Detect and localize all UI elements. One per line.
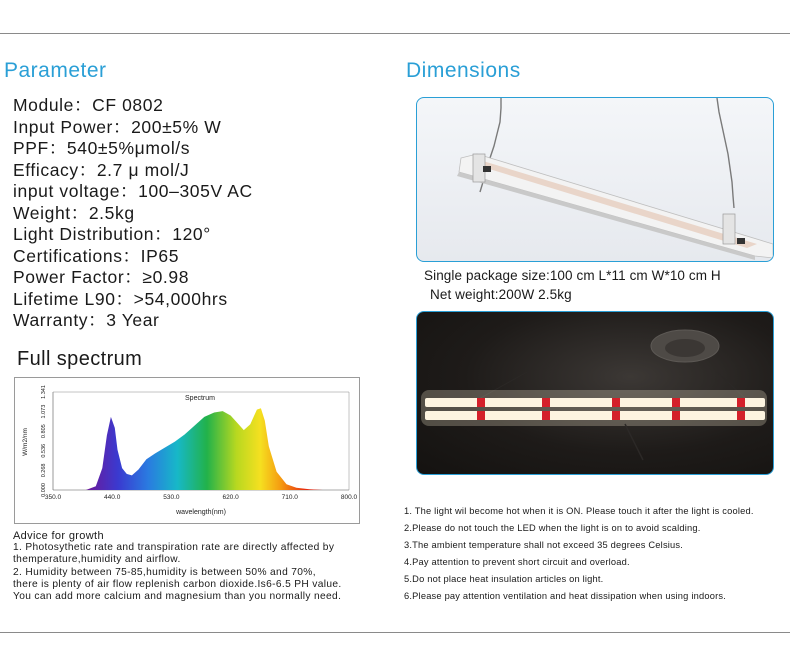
advice-line: themperature,humidity and airflow. <box>13 554 181 566</box>
param-certifications: Certifications：IP65 <box>13 245 180 266</box>
note-item: 3.The ambient temperature shall not exceed 35 degrees Celsius. <box>404 539 684 550</box>
x-tick-label: 440.0 <box>104 494 121 501</box>
light-bar <box>425 398 765 407</box>
red-led <box>672 398 680 407</box>
red-led <box>737 411 745 420</box>
bracket-right <box>723 214 735 244</box>
chart-title: Spectrum <box>185 395 215 402</box>
red-led <box>542 411 550 420</box>
red-led <box>612 398 620 407</box>
note-item: 2.Please do not touch the LED when the light is on to avoid scalding. <box>404 522 701 533</box>
note-item: 6.Please pay attention ventilation and heat dissipation when using indoors. <box>404 590 727 601</box>
param-weight: Weight：2.5kg <box>13 202 135 223</box>
advice-line: 1. Photosythetic rate and transpiration rate are directly affected by <box>13 542 335 554</box>
x-axis-label: wavelength(nm) <box>176 509 226 516</box>
spectrum-chart-frame <box>14 377 360 524</box>
dimensions-heading: Dimensions <box>406 59 521 82</box>
y-tick-label: 0.268 <box>41 463 47 478</box>
led-strip <box>473 161 757 248</box>
y-tick-label: 0.536 <box>41 443 47 458</box>
lit-fixture-image <box>417 312 773 474</box>
parameter-heading: Parameter <box>4 59 107 82</box>
note-item: 5.Do not place heat insulation articles on light. <box>404 573 604 584</box>
driver-knob <box>483 166 491 172</box>
driver-knob <box>737 238 745 244</box>
full-spectrum-heading: Full spectrum <box>17 348 143 370</box>
advice-title: Advice for growth <box>13 530 104 542</box>
spectrum-area <box>53 408 349 490</box>
bottom-divider <box>0 632 790 633</box>
y-tick-label: 1.341 <box>41 385 47 399</box>
product-photo-lit <box>416 311 774 475</box>
param-lifetime: Lifetime L90：>54,000hrs <box>13 288 228 309</box>
growth-advice <box>13 530 342 603</box>
advice-line: You can add more calcium and magnesium than you normally need. <box>13 591 342 603</box>
hanging-fixture-image <box>417 98 773 261</box>
x-tick-label: 350.0 <box>44 494 62 501</box>
note-item: 4.Pay attention to prevent short circuit and overload. <box>404 556 630 567</box>
parameter-list <box>13 95 253 332</box>
x-tick-label: 620.0 <box>222 494 239 501</box>
net-weight-text: Net weight:200W 2.5kg <box>430 287 572 302</box>
param-power-factor: Power Factor：≥0.98 <box>13 267 190 287</box>
red-led <box>612 411 620 420</box>
red-led <box>672 411 680 420</box>
x-tick-label: 800.0 <box>340 494 358 501</box>
safety-notes <box>404 503 754 604</box>
x-tick-label: 710.0 <box>281 494 298 501</box>
package-size-text: Single package size:100 cm L*11 cm W*10 cm H <box>424 268 721 283</box>
param-light-distribution: Light Distribution：120° <box>13 224 211 244</box>
red-led <box>477 398 485 407</box>
chain-right <box>717 98 734 208</box>
red-led <box>477 411 485 420</box>
param-ppf: PPF：540±5%μmol/s <box>13 138 191 158</box>
param-warranty: Warranty：3 Year <box>13 310 160 330</box>
light-glow <box>421 390 767 426</box>
support-line <box>625 424 643 460</box>
product-photo-hanging <box>416 97 774 262</box>
x-ticks <box>45 494 358 501</box>
y-tick-label: 1.073 <box>41 404 47 419</box>
advice-line: there is plenty of air flow replenish carbon dioxide.Is6-6.5 PH value. <box>13 578 342 590</box>
y-axis-label: W/m2/nm <box>22 428 29 456</box>
fixture-edge <box>457 172 755 260</box>
param-input-power: Input Power：200±5% W <box>13 116 222 137</box>
x-tick-label: 530.0 <box>163 494 180 501</box>
spectrum-chart <box>15 378 359 523</box>
advice-line: 2. Humidity between 75-85,humidity is between 50% and 70%, <box>13 566 316 578</box>
param-efficacy: Efficacy：2.7 μ mol/J <box>13 159 190 180</box>
note-item: 1. The light wil become hot when it is ON. Please touch it after the light is cooled. <box>404 506 754 516</box>
ceiling-fixture-inner <box>665 339 705 357</box>
y-tick-label: 0.805 <box>41 424 47 439</box>
y-ticks <box>41 385 47 497</box>
plot-area <box>53 408 350 491</box>
top-divider <box>0 33 790 34</box>
light-bar <box>425 411 765 420</box>
red-led <box>737 398 745 407</box>
y-tick-label: 0.000 <box>41 483 47 497</box>
param-module: Module：CF 0802 <box>13 95 164 115</box>
red-led <box>542 398 550 407</box>
param-input-voltage: input voltage：100–305V AC <box>13 181 253 201</box>
